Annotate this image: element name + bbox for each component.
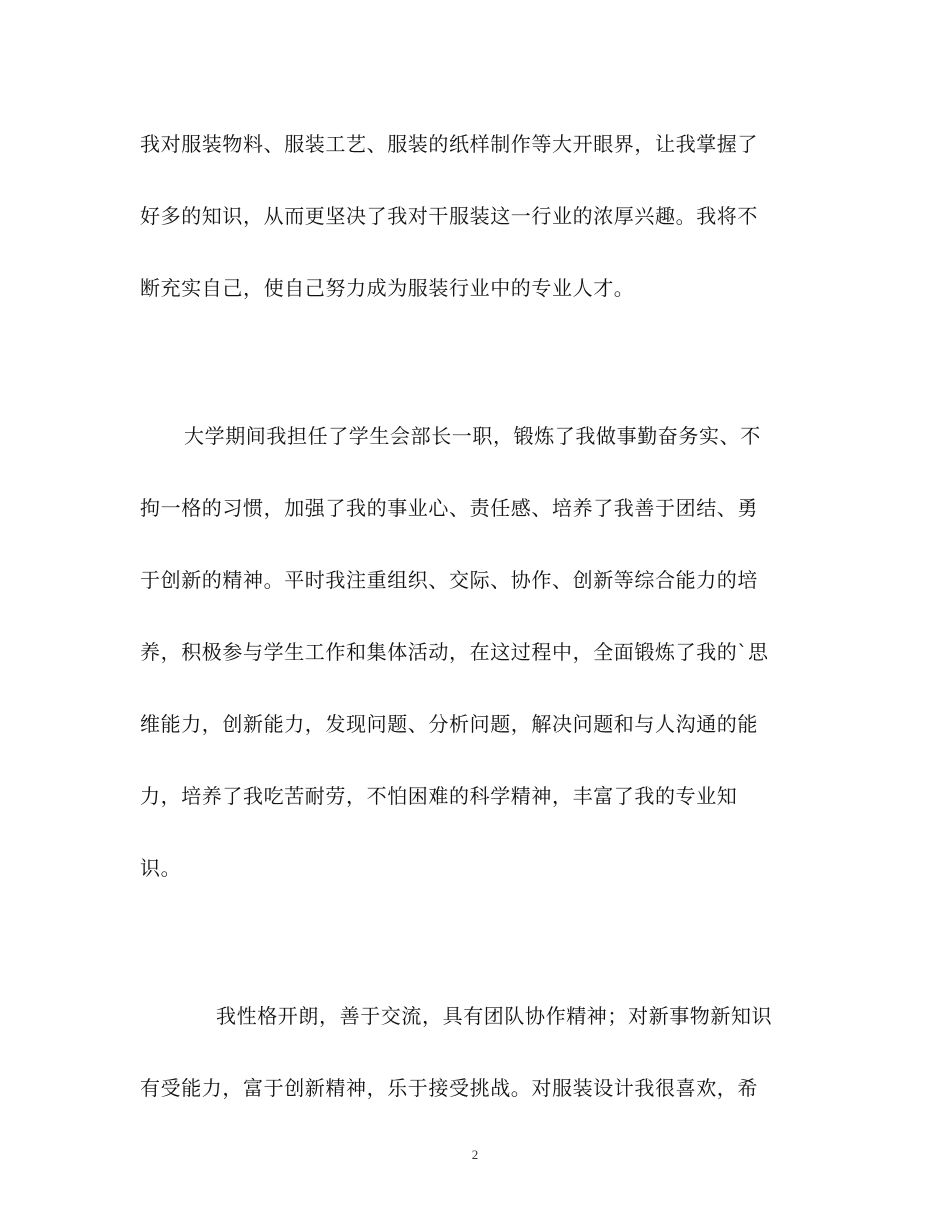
paragraph-1-line-3: 断充实自己，使自己努力成为服装行业中的专业人才。 [140, 276, 635, 300]
paragraph-2-line-3: 于创新的精神。平时我注重组织、交际、协作、创新等综合能力的培 [140, 568, 758, 592]
paragraph-2-line-6: 力，培养了我吃苦耐劳，不怕困难的科学精神，丰富了我的专业知 [140, 784, 738, 808]
page-number: 2 [471, 1147, 479, 1162]
paragraph-2-line-4: 养，积极参与学生工作和集体活动，在这过程中，全面锻炼了我的`思 [140, 640, 769, 664]
paragraph-3-line-1: 我性格开朗，善于交流，具有团队协作精神；对新事物新知识 [216, 1004, 773, 1028]
paragraph-2-line-5: 维能力，创新能力，发现问题、分析问题，解决问题和与人沟通的能 [140, 712, 758, 736]
paragraph-2-line-1: 大学期间我担任了学生会部长一职，锻炼了我做事勤奋务实、不 [184, 424, 761, 448]
paragraph-1-line-2: 好多的知识，从而更坚决了我对干服装这一行业的浓厚兴趣。我将不 [140, 204, 758, 228]
paragraph-3-line-2: 有受能力，富于创新精神，乐于接受挑战。对服装设计我很喜欢，希 [140, 1076, 758, 1100]
paragraph-2-line-2: 拘一格的习惯，加强了我的事业心、责任感、培养了我善于团结、勇 [140, 496, 758, 520]
paragraph-1-line-1: 我对服装物料、服装工艺、服装的纸样制作等大开眼界，让我掌握了 [140, 132, 758, 156]
paragraph-2-line-7: 识。 [140, 856, 182, 880]
